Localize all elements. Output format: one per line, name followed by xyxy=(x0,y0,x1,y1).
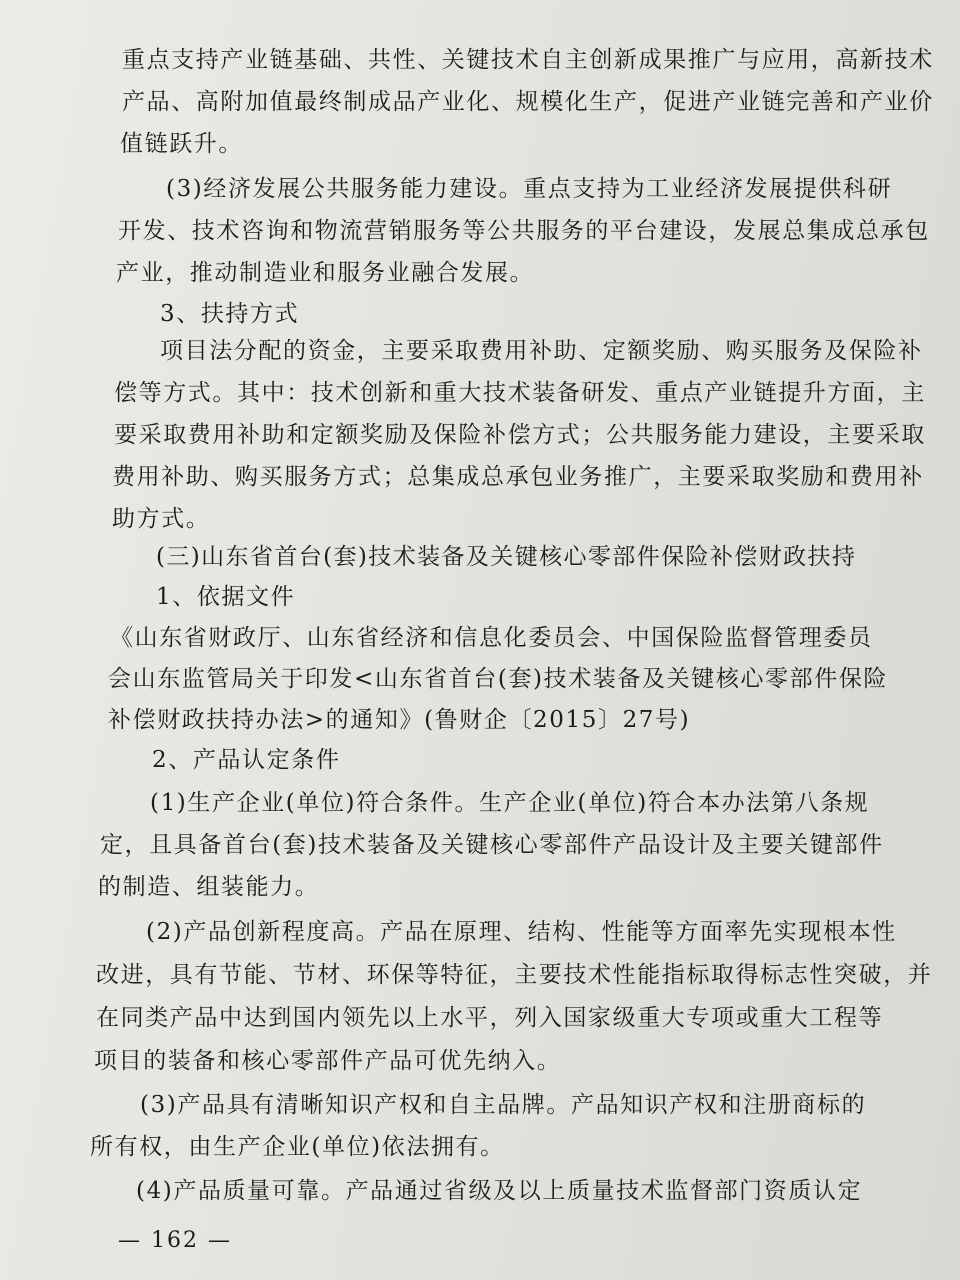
text-line: 产业，推动制造业和服务业融合发展。 xyxy=(116,260,535,286)
text-line: 开发、技术咨询和物流营销服务等公共服务的平台建设，发展总集成总承包 xyxy=(118,218,930,244)
text-line: 值链跃升。 xyxy=(120,131,243,157)
text-line: 重点支持产业链基础、共性、关键技术自主创新成果推广与应用，高新技术 xyxy=(122,47,934,73)
text-line: 补偿财政扶持办法>的通知》(鲁财企〔2015〕27号) xyxy=(108,707,691,733)
text-line: 改进，具有节能、节材、环保等特征，主要技术性能指标取得标志性突破，并 xyxy=(96,962,933,988)
text-line: 定，且具备首台(套)技术装备及关键核心零部件产品设计及主要关键部件 xyxy=(100,832,884,858)
text-line: 会山东监管局关于印发<山东省首台(套)技术装备及关键核心零部件保险 xyxy=(108,666,889,692)
section-heading: 2、产品认定条件 xyxy=(152,747,341,773)
section-heading: 3、扶持方式 xyxy=(160,301,300,327)
text-line: 产品、高附加值最终制成品产业化、规模化生产，促进产业链完善和产业价 xyxy=(122,89,934,115)
text-line: (3)经济发展公共服务能力建设。重点支持为工业经济发展提供科研 xyxy=(166,176,893,202)
text-line: 的制造、组装能力。 xyxy=(98,874,320,900)
text-line: (4)产品质量可靠。产品通过省级及以上质量技术监督部门资质认定 xyxy=(136,1178,863,1204)
text-line: 助方式。 xyxy=(112,506,211,532)
section-heading: 1、依据文件 xyxy=(156,584,296,610)
text-line: 项目法分配的资金，主要采取费用补助、定额奖励、购买服务及保险补 xyxy=(160,338,923,364)
text-line: (3)产品具有清晰知识产权和自主品牌。产品知识产权和注册商标的 xyxy=(140,1092,867,1118)
text-line: 项目的装备和核心零部件产品可优先纳入。 xyxy=(94,1048,562,1074)
text-line: (1)生产企业(单位)符合条件。生产企业(单位)符合本办法第八条规 xyxy=(150,790,870,816)
text-line: (2)产品创新程度高。产品在原理、结构、性能等方面率先实现根本性 xyxy=(146,919,897,945)
text-line: 费用补助、购买服务方式；总集成总承包业务推广，主要采取奖励和费用补 xyxy=(112,464,924,490)
page-number: — 162 — xyxy=(118,1228,232,1253)
text-line: 《山东省财政厅、山东省经济和信息化委员会、中国保险监督管理委员 xyxy=(110,625,873,651)
text-line: 要采取费用补助和定额奖励及保险补偿方式；公共服务能力建设，主要采取 xyxy=(114,422,926,448)
text-line: 在同类产品中达到国内领先以上水平，列入国家级重大专项或重大工程等 xyxy=(96,1005,884,1031)
text-line: 偿等方式。其中：技术创新和重大技术装备研发、重点产业链提升方面，主 xyxy=(114,380,926,406)
text-line: 所有权，由生产企业(单位)依法拥有。 xyxy=(90,1134,505,1160)
section-heading: (三)山东省首台(套)技术装备及关键核心零部件保险补偿财政扶持 xyxy=(156,544,857,570)
